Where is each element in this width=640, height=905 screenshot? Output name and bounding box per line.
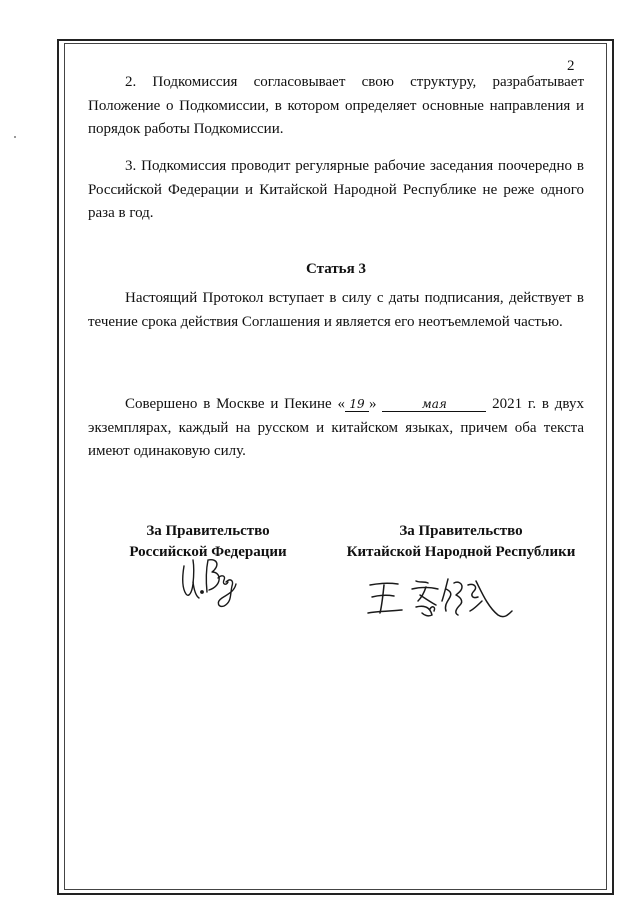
paragraph-3: 3. Подкомиссия проводит регулярные рабочие заседания поочередно в Российской Федерации и Китайской Народной Республике не реже одного раза в год.: [88, 158, 584, 221]
chinese-signature: [366, 575, 516, 623]
closing-text-start: Совершено в Москве и Пекине «: [125, 396, 345, 412]
signatory-russia-line1: За Правительство: [146, 523, 270, 539]
signatory-china-line2: Китайской Народной Республики: [346, 544, 576, 560]
date-day-field: 19: [345, 397, 369, 412]
article-heading: Статья 3: [306, 261, 366, 277]
article-3-text: Настоящий Протокол вступает в силу с даты подписания, действует в течение срока действия Соглашения и является его неотъемлемой частью.: [88, 290, 584, 330]
signatory-china: [336, 521, 586, 563]
scan-speck: [14, 136, 16, 138]
closing-paragraph: [88, 393, 584, 464]
page-number: 2: [567, 58, 575, 74]
russian-signature: [176, 552, 242, 610]
closing-text-end: 2021 г. в двух экземплярах, каждый на русском и китайском языках, причем оба текста имеют одинаковую силу.: [88, 396, 585, 459]
signatory-russia-line2: Российской Федерации: [129, 544, 287, 560]
paragraph-2: 2. Подкомиссия согласовывает свою структуру, разрабатывает Положение о Подкомиссии, в котором определяет основные направления и порядок работы Подкомиссии.: [88, 74, 584, 137]
signatory-china-line1: За Правительство: [399, 523, 523, 539]
closing-text-mid: »: [368, 396, 377, 412]
date-month-field: мая: [382, 397, 486, 412]
